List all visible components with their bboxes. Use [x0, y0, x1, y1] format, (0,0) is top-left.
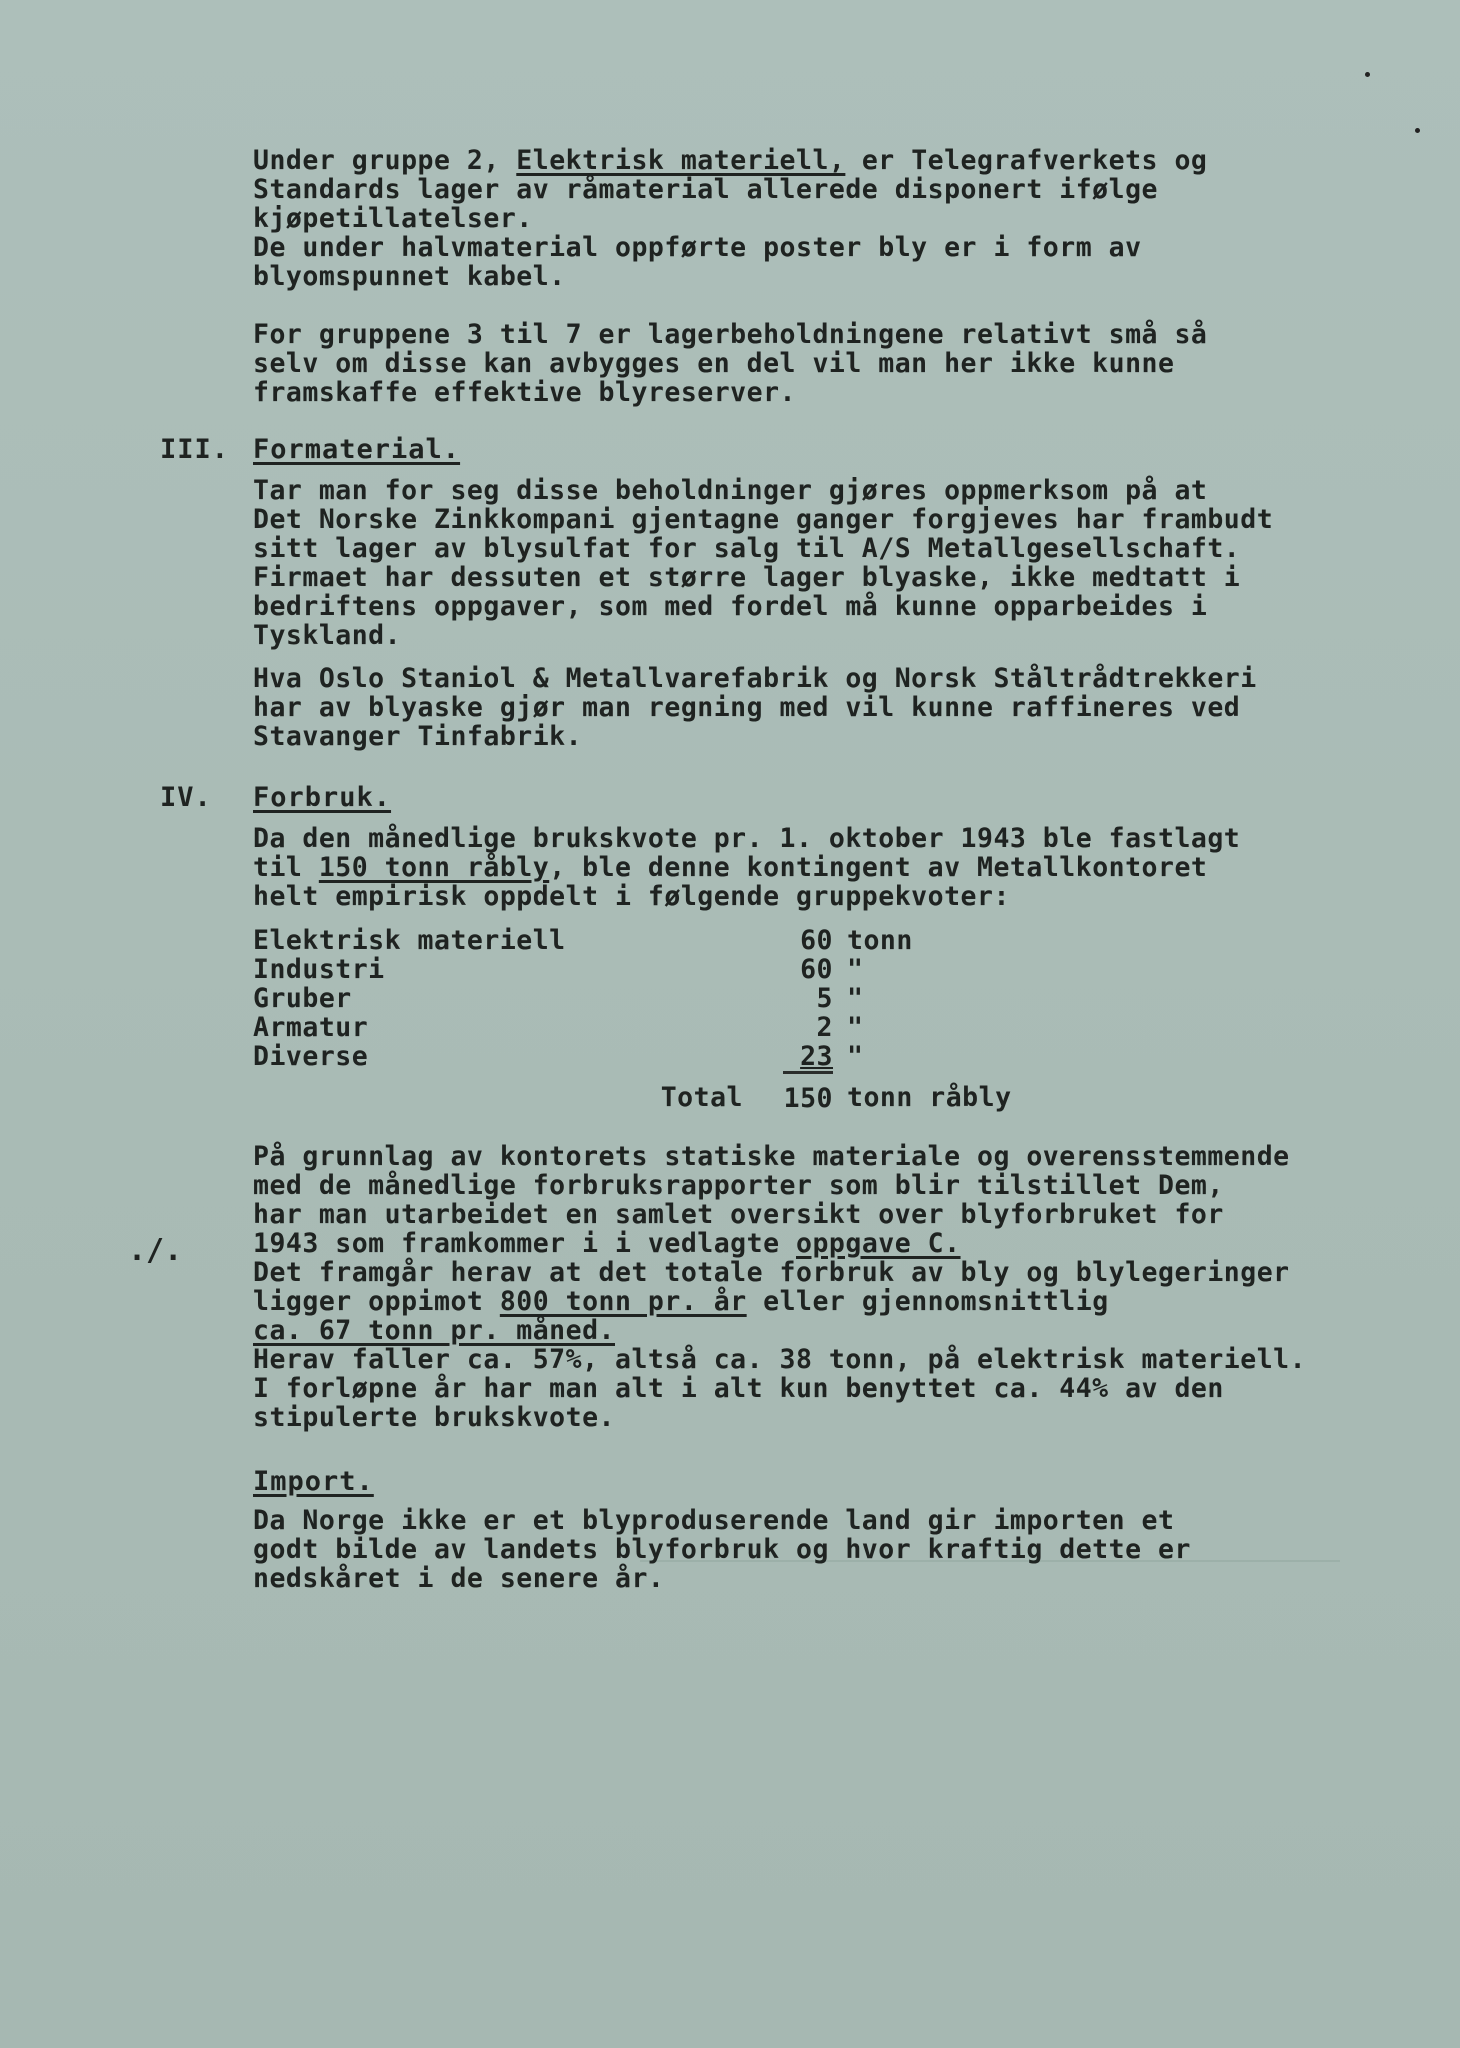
section-4-number: IV.	[160, 782, 212, 813]
text-run: Da Norge ikke er et blyproduserende land gir importen et	[253, 1505, 1175, 1536]
text-run: nedskåret i de senere år.	[253, 1563, 665, 1594]
paper-show-through	[640, 1560, 1340, 1882]
text-run: Firmaet har dessuten et større lager blyaske, ikke medtatt i	[253, 562, 1241, 593]
section-3-b-line	[253, 722, 1393, 751]
section-4-analysis-line	[253, 1403, 1393, 1432]
quota-table	[253, 926, 1393, 1113]
section-2-line	[253, 146, 1393, 175]
text-run: eller gjennomsnittlig	[746, 1286, 1109, 1317]
section-3-text-2	[253, 664, 1393, 751]
section-2-line	[253, 233, 1393, 262]
text-run: Det framgår herav at det totale forbruk av bly og blylegeringer	[253, 1257, 1290, 1288]
section-2-line	[253, 262, 1393, 291]
section-2-text	[253, 146, 1393, 291]
section-4-intro-line	[253, 882, 1393, 911]
quota-unit: "	[847, 1012, 864, 1043]
section-4-analysis-line	[253, 1171, 1393, 1200]
section-3-line	[253, 592, 1393, 621]
text-run: til	[253, 852, 319, 883]
paper-speck	[1415, 128, 1420, 133]
quota-value: 5	[816, 983, 833, 1014]
text-run: sitt lager av blysulfat for salg til A/S Metallgesellschaft.	[253, 533, 1241, 564]
quota-unit: "	[847, 1041, 864, 1072]
quota-total-row	[253, 1073, 1012, 1114]
underlined-text: Elektrisk materiell,	[516, 145, 846, 176]
section-2-groups-line	[253, 349, 1393, 378]
text-run: godt bilde av landets blyforbruk og hvor kraftig dette er	[253, 1534, 1191, 1565]
text-run: er Telegrafverkets og	[845, 145, 1208, 176]
section-4-intro-line	[253, 824, 1393, 853]
quota-value: 60	[800, 954, 833, 985]
paper-speck	[1365, 72, 1370, 77]
text-run: Tar man for seg disse beholdninger gjøres oppmerksom på at	[253, 475, 1208, 506]
underlined-text: oppgave C.	[796, 1228, 961, 1259]
section-3-b-line	[253, 693, 1393, 722]
quota-value: 23	[800, 1041, 833, 1072]
quota-label: Armatur	[253, 1012, 369, 1043]
section-4-analysis-line	[253, 1374, 1393, 1403]
section-3-line	[253, 534, 1393, 563]
text-run: Herav faller ca. 57%, altså ca. 38 tonn, på elektrisk materiell.	[253, 1344, 1307, 1375]
quota-unit: "	[847, 954, 864, 985]
text-run: har man utarbeidet en samlet oversikt over blyforbruket for	[253, 1199, 1224, 1230]
section-4-analysis-line	[253, 1200, 1393, 1229]
text-run: I forløpne år har man alt i alt kun benyttet ca. 44% av den	[253, 1373, 1224, 1404]
import-line	[253, 1506, 1393, 1535]
text-run: På grunnlag av kontorets statiske materiale og overensstemmende	[253, 1141, 1290, 1172]
section-3-title: Formaterial.	[253, 434, 461, 465]
section-4-intro	[253, 824, 1393, 911]
text-run: Stavanger Tinfabrik.	[253, 721, 583, 752]
section-4-intro-line	[253, 853, 1393, 882]
quota-unit: tonn	[847, 925, 913, 956]
text-run: For gruppene 3 til 7 er lagerbeholdningene relativt små så	[253, 319, 1208, 350]
underlined-text: 800 tonn pr. år	[499, 1286, 747, 1317]
section-4-analysis-line	[253, 1258, 1393, 1287]
underlined-text: ca. 67 tonn pr. måned.	[253, 1315, 615, 1346]
text-run: med de månedlige forbruksrapporter som blir tilstillet Dem,	[253, 1170, 1224, 1201]
text-run: framskaffe effektive blyreserver.	[253, 377, 796, 408]
section-4-analysis-line	[253, 1345, 1393, 1374]
section-2-groups-line	[253, 378, 1393, 407]
section-2-line	[253, 175, 1393, 204]
quota-value: 60	[800, 925, 833, 956]
section-4-analysis-line	[253, 1229, 1393, 1258]
text-run: blyomspunnet kabel.	[253, 261, 566, 292]
section-3-line	[253, 621, 1393, 650]
text-run: helt empirisk oppdelt i følgende gruppekvoter:	[253, 881, 1010, 912]
quota-unit: "	[847, 983, 864, 1014]
text-run: Hva Oslo Staniol & Metallvarefabrik og Norsk Ståltrådtrekkeri	[253, 663, 1257, 694]
quota-row	[253, 926, 1012, 955]
section-3-line	[253, 563, 1393, 592]
text-run: selv om disse kan avbygges en del vil man her ikke kunne	[253, 348, 1175, 379]
section-4-analysis-line	[253, 1142, 1393, 1171]
text-run: De under halvmaterial oppførte poster bly er i form av	[253, 232, 1142, 263]
total-value: 150	[783, 1073, 833, 1114]
text-run: Det Norske Zinkkompani gjentagne ganger forgjeves har frambudt	[253, 504, 1274, 535]
text-run: Under gruppe 2,	[253, 145, 517, 176]
quota-label: Gruber	[253, 983, 352, 1014]
margin-reference-mark: ./.	[128, 1233, 183, 1268]
text-run: stipulerte brukskvote.	[253, 1402, 615, 1433]
text-run: har av blyaske gjør man regning med vil kunne raffineres ved	[253, 692, 1241, 723]
total-unit: tonn råbly	[847, 1081, 1012, 1113]
section-4-title: Forbruk.	[253, 782, 392, 813]
text-run: bedriftens oppgaver, som med fordel må kunne opparbeides i	[253, 591, 1208, 622]
quota-row	[253, 984, 1012, 1013]
import-title: Import.	[253, 1466, 374, 1497]
section-2-groups-text	[253, 320, 1393, 407]
text-run: Tyskland.	[253, 620, 402, 651]
section-3-line	[253, 505, 1393, 534]
quota-label: Elektrisk materiell	[253, 925, 566, 956]
section-2-groups-line	[253, 320, 1393, 349]
quota-row	[253, 955, 1012, 984]
quota-value: 2	[816, 1012, 833, 1043]
section-3-b-line	[253, 664, 1393, 693]
text-run: ligger oppimot	[253, 1286, 500, 1317]
text-run: , ble denne kontingent av Metallkontoret	[549, 852, 1208, 883]
text-run: Da den månedlige brukskvote pr. 1. oktober 1943 ble fastlagt	[253, 823, 1241, 854]
total-label: Total	[660, 1081, 743, 1113]
text-run: 1943 som framkommer i i vedlagte	[253, 1228, 796, 1259]
quota-row	[253, 1042, 1012, 1073]
text-run: Standards lager av råmaterial allerede disponert ifølge	[253, 174, 1158, 205]
section-4-analysis-line	[253, 1287, 1393, 1316]
section-4-analysis	[253, 1142, 1393, 1432]
section-3-number: III.	[160, 434, 230, 465]
quota-label: Diverse	[253, 1041, 369, 1072]
section-4-analysis-line	[253, 1316, 1393, 1345]
section-3-text	[253, 476, 1393, 650]
quota-row	[253, 1013, 1012, 1042]
quota-label: Industri	[253, 954, 385, 985]
section-3-line	[253, 476, 1393, 505]
section-2-line	[253, 204, 1393, 233]
underlined-text: 150 tonn råbly	[318, 852, 550, 883]
text-run: kjøpetillatelser.	[253, 203, 533, 234]
